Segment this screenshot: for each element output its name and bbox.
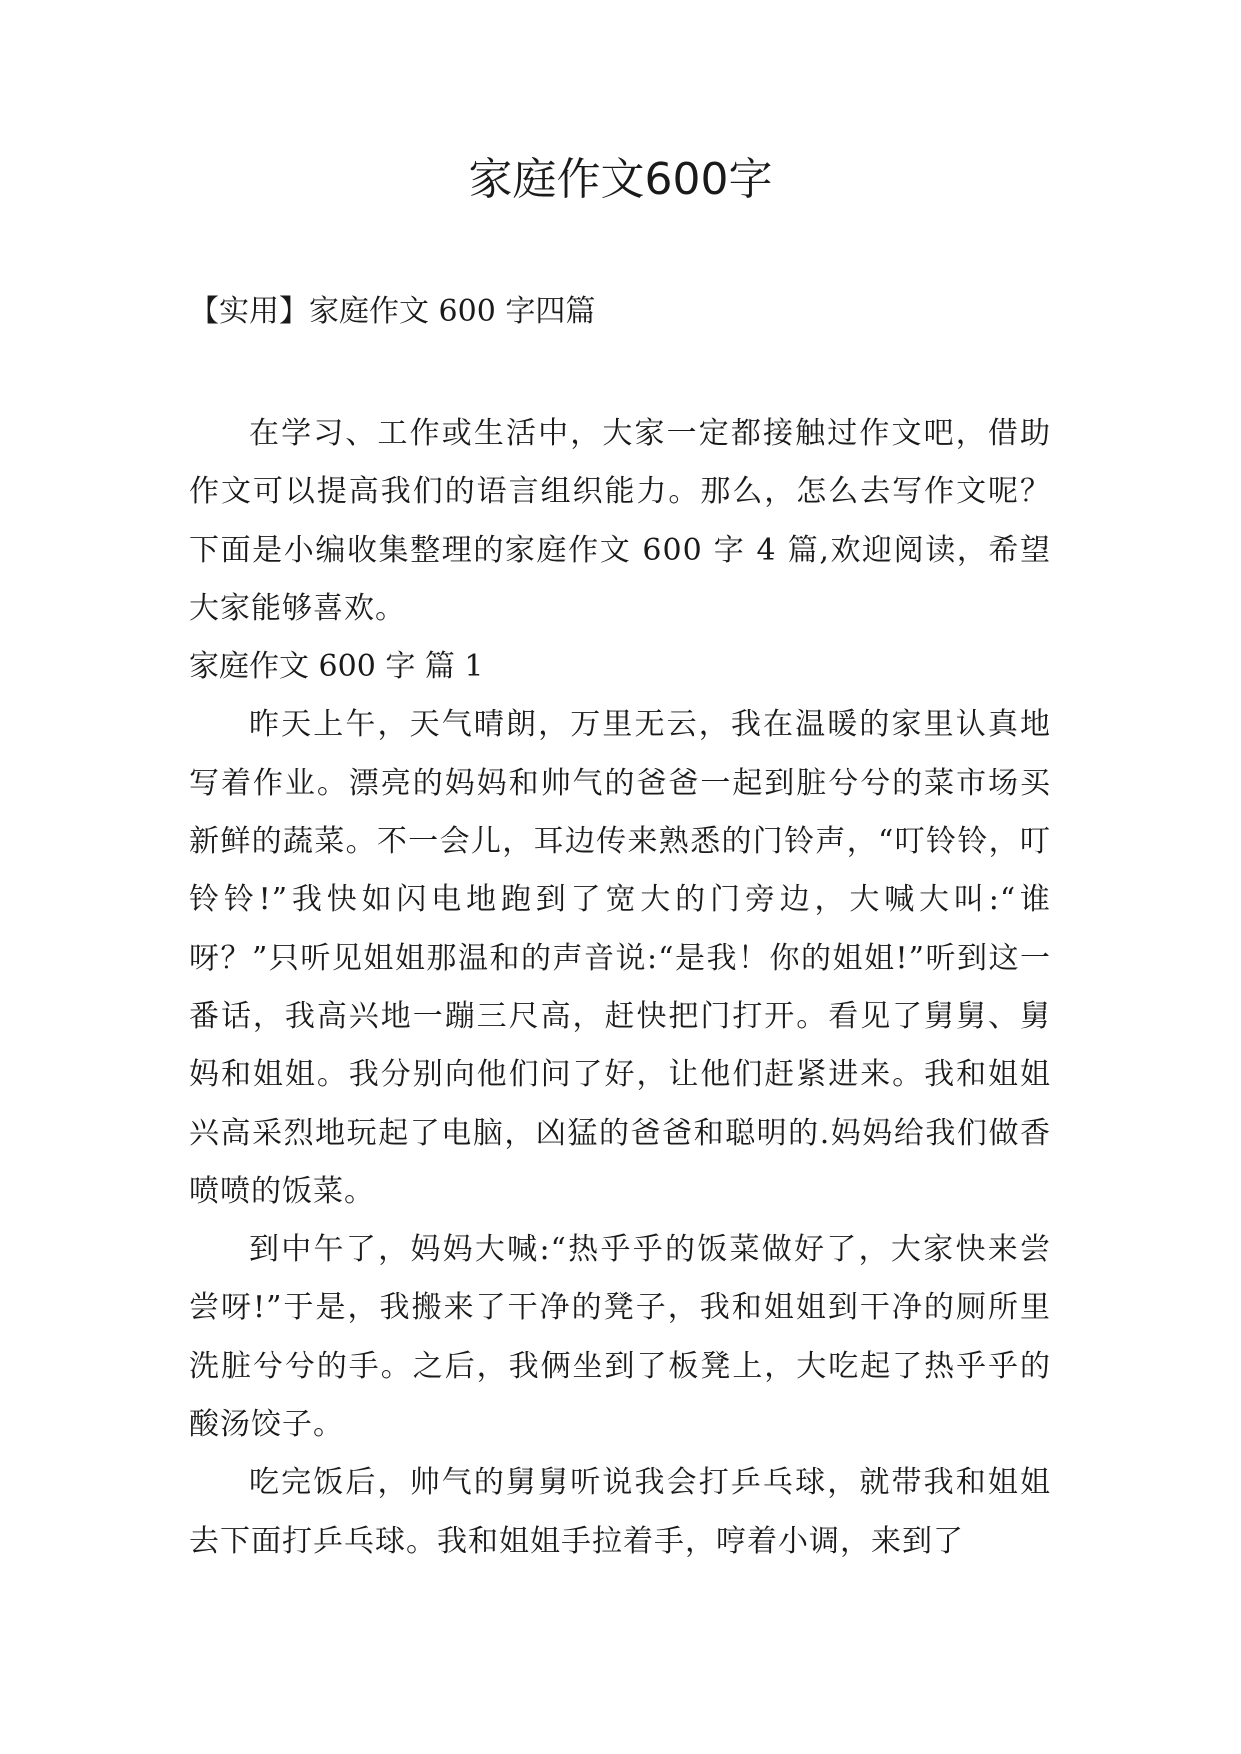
document-body xyxy=(189,405,1051,1571)
body-paragraph-3: 吃完饭后，帅气的舅舅听说我会打乒乓球，就带我和姐姐去下面打乒乓球。我和姐姐手拉着手，哼着小调，来到了 xyxy=(189,1465,1051,1559)
section-heading: 家庭作文 600 字 篇 1 xyxy=(189,649,484,685)
body-paragraph-2: 到中午了，妈妈大喊:“热乎乎的饭菜做好了，大家快来尝尝呀!”于是，我搬来了干净的凳子，我和姐姐到干净的厕所里洗脏兮兮的手。之后，我俩坐到了板凳上，大吃起了热乎乎的酸汤饺子。 xyxy=(189,1232,1051,1443)
intro-paragraph: 在学习、工作或生活中，大家一定都接触过作文吧，借助作文可以提高我们的语言组织能力。那么，怎么去写作文呢？下面是小编收集整理的家庭作文 600 字 4 篇,欢迎阅读，希望大家能够喜欢。 xyxy=(189,416,1051,626)
document-subtitle: 【实用】家庭作文 600 字四篇 xyxy=(189,294,596,329)
document-title: 家庭作文600字 xyxy=(468,154,773,205)
body-paragraph-1: 昨天上午，天气晴朗，万里无云，我在温暖的家里认真地写着作业。漂亮的妈妈和帅气的爸爸一起到脏兮兮的菜市场买新鲜的蔬菜。不一会儿，耳边传来熟悉的门铃声，“叮铃铃，叮铃铃!”我快如闪电地跑到了宽大的门旁边，大喊大叫:“谁呀？”只听见姐姐那温和的声音说:“是我！你的姐姐!”听到这一番话，我高兴地一蹦三尺高，赶快把门打开。看见了舅舅、舅妈和姐姐。我分别向他们问了好，让他们赶紧进来。我和姐姐兴高采烈地玩起了电脑，凶猛的爸爸和聪明的.妈妈给我们做香喷喷的饭菜。 xyxy=(189,707,1051,1209)
